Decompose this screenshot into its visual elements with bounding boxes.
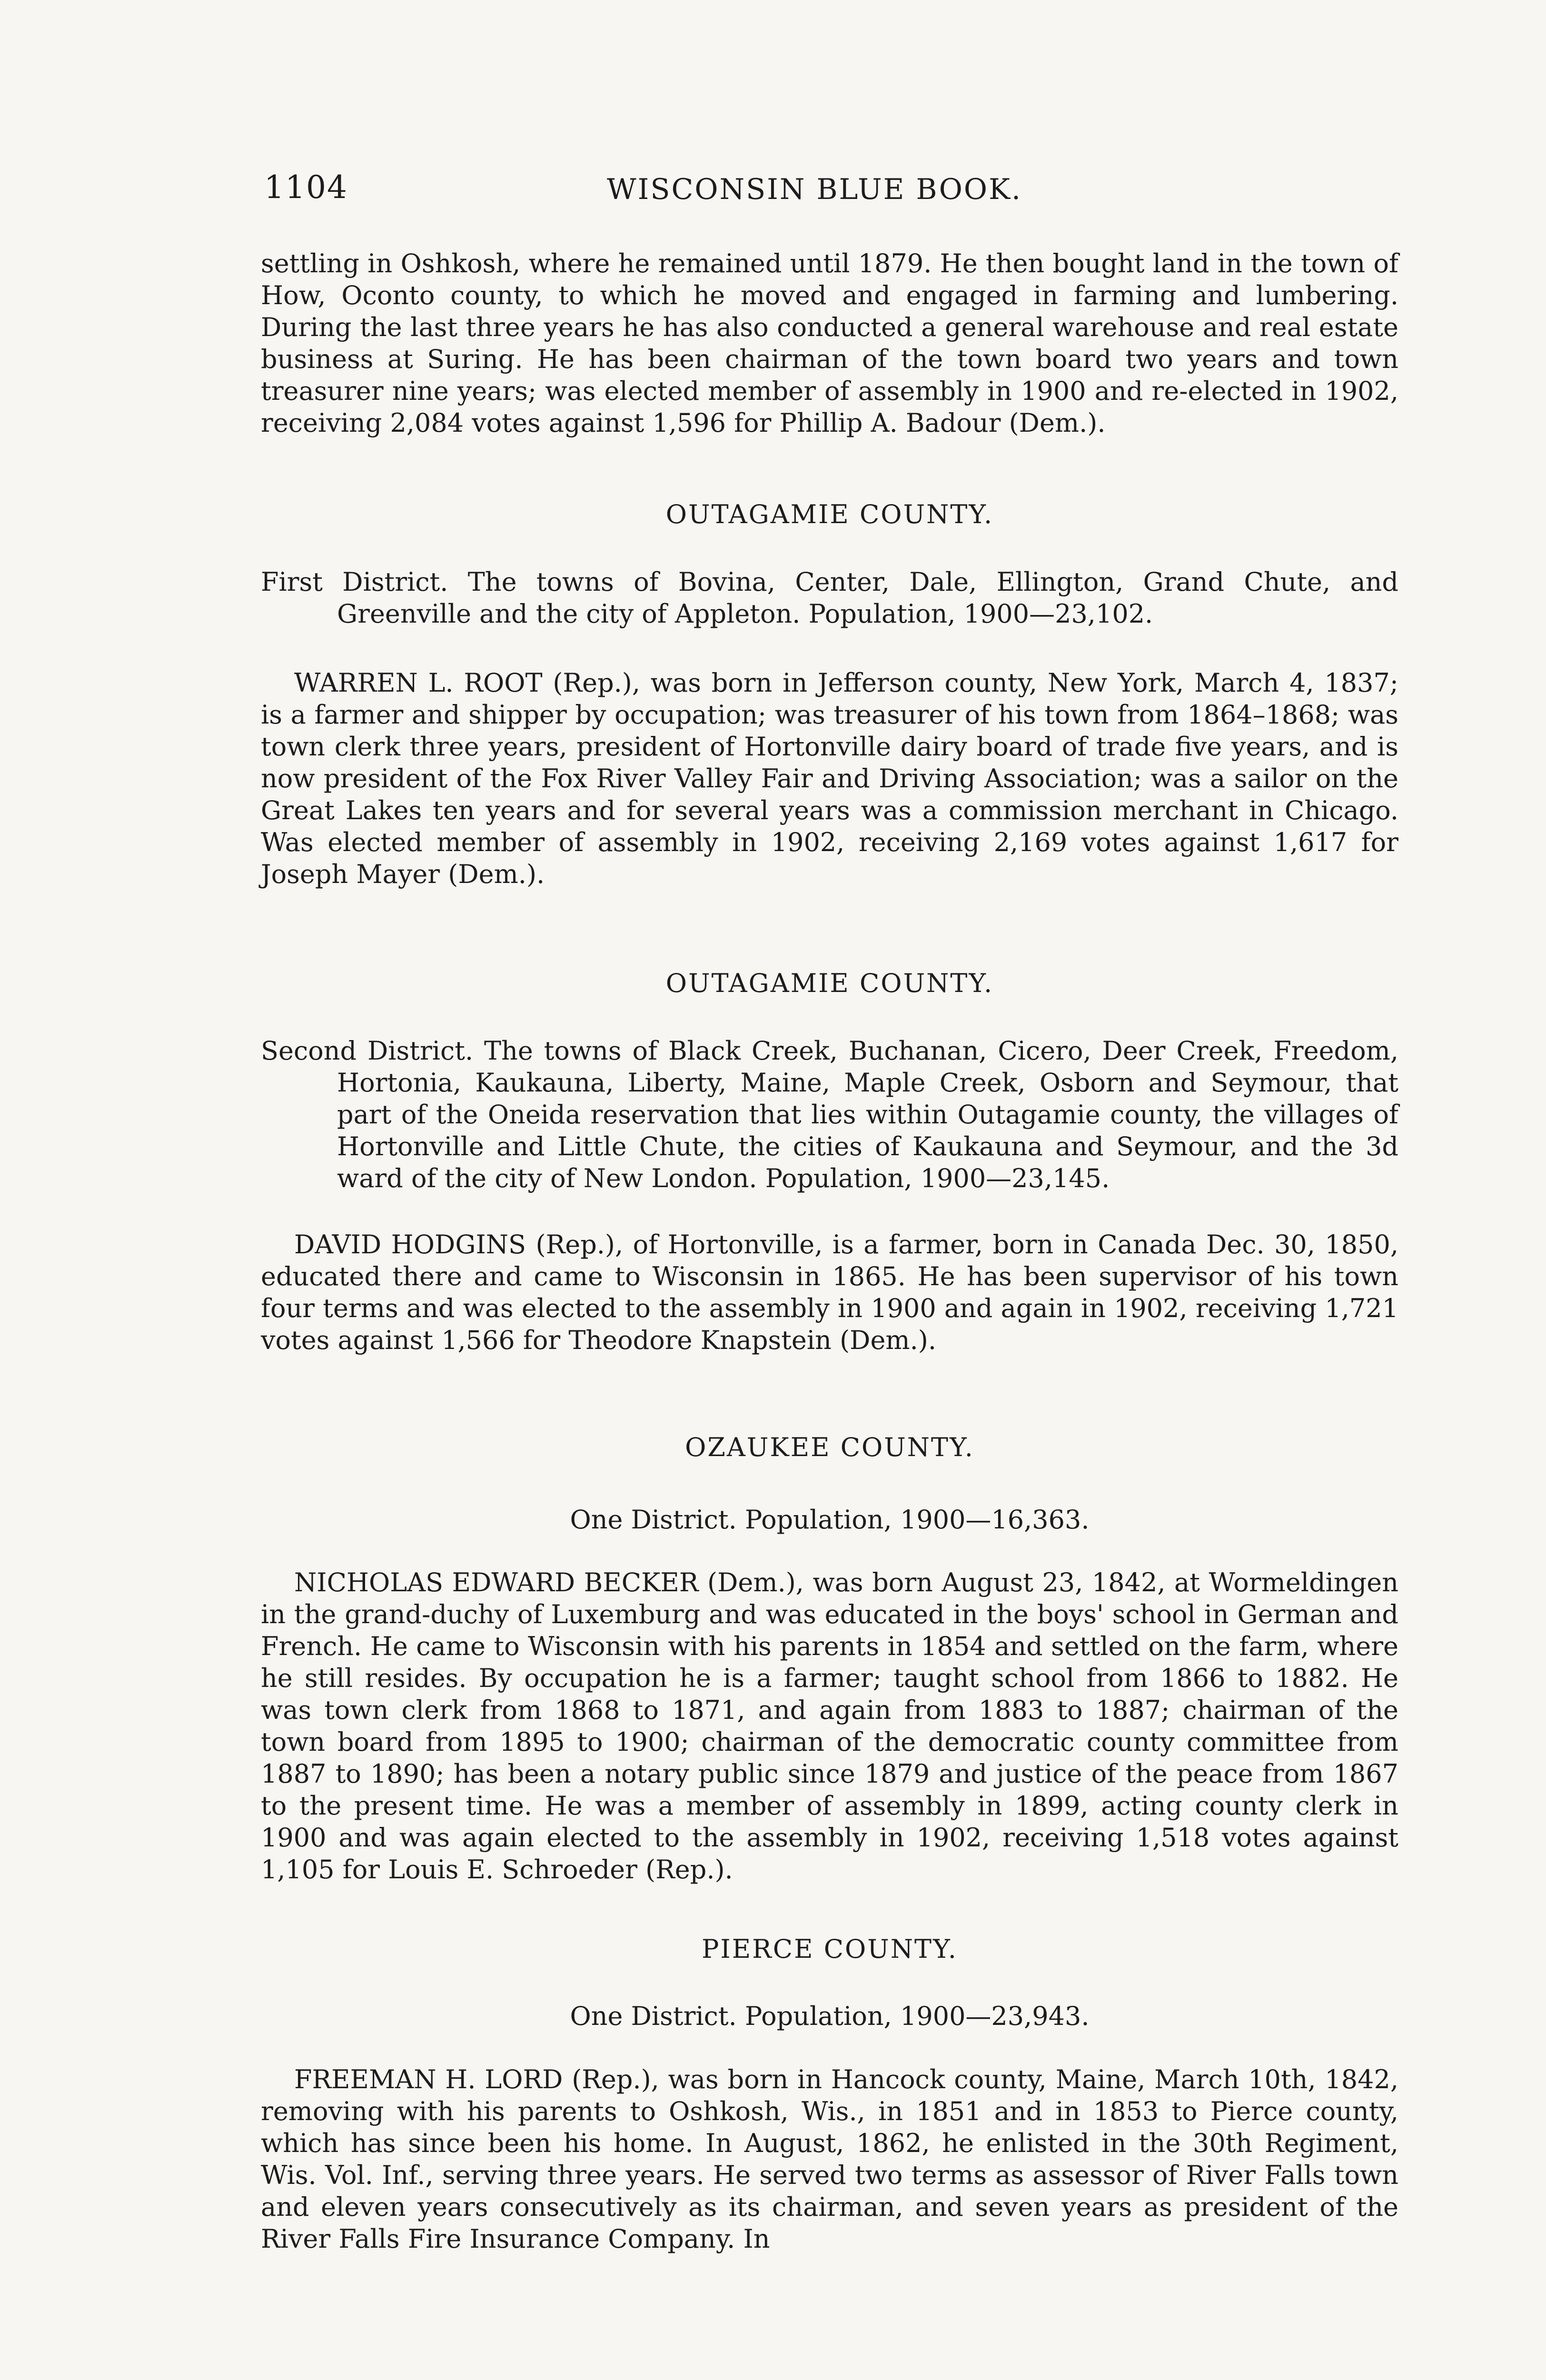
county-heading-outagamie-2: OUTAGAMIE COUNTY. — [665, 968, 994, 998]
continuation-paragraph: settling in Oshkosh, where he remained until 1879. He then bought land in the town of How, Oconto county, to which he moved and engaged in farming and lumbering. During the last three years he has also conducted a general warehouse and real estate business at Suring. He has been chairman of the town board two years and town treasurer nine years; was elected member of assembly in 1900 and re-elected in 1902, receiving 2,084 votes against 1,596 for Phillip A. Badour (Dem.). — [261, 248, 1398, 438]
county-heading-ozaukee: OZAUKEE COUNTY. — [685, 1432, 974, 1462]
biography-hodgins: DAVID HODGINS (Rep.), of Hortonville, is a farmer, born in Canada Dec. 30, 1850, educated there and came to Wisconsin in 1865. He has been supervisor of his town four terms and was elected to the assembly in 1900 and again in 1902, receiving 1,721 votes against 1,566 for Theodore Knapstein (Dem.). — [261, 1230, 1398, 1355]
page-number: 1104 — [264, 169, 348, 206]
district-description-pierce: One District. Population, 1900—23,943. — [570, 2001, 1090, 2031]
district-description-ozaukee: One District. Population, 1900—16,363. — [570, 1505, 1090, 1535]
biography-lord: FREEMAN H. LORD (Rep.), was born in Hancock county, Maine, March 10th, 1842, removing with his parents to Oshkosh, Wis., in 1851 and in 1853 to Pierce county, which has since been his home. In August, 1862, he enlisted in the 30th Regiment, Wis. Vol. Inf., serving three years. He served two terms as assessor of River Falls town and eleven years consecutively as its chairman, and seven years as president of the River Falls Fire Insurance Company. In — [261, 2064, 1398, 2254]
running-title: WISCONSIN BLUE BOOK. — [607, 173, 1022, 206]
county-heading-pierce: PIERCE COUNTY. — [702, 1934, 958, 1964]
district-description-outagamie-1: First District. The towns of Bovina, Center, Dale, Ellington, Grand Chute, and Greenville and the city of Appleton. Population, 1900—23,102. — [261, 567, 1398, 629]
district-description-outagamie-2: Second District. The towns of Black Creek, Buchanan, Cicero, Deer Creek, Freedom, Hortonia, Kaukauna, Liberty, Maine, Maple Creek, Osborn and Seymour, that part of the Oneida reservation that lies within Outagamie county, the villages of Hortonville and Little Chute, the cities of Kaukauna and Seymour, and the 3d ward of the city of New London. Population, 1900—23,145. — [261, 1036, 1398, 1193]
county-heading-outagamie-1: OUTAGAMIE COUNTY. — [665, 499, 994, 529]
page-header — [264, 169, 1397, 217]
page-body — [261, 248, 1398, 2255]
biography-becker: NICHOLAS EDWARD BECKER (Dem.), was born August 23, 1842, at Wormeldingen in the grand-duchy of Luxemburg and was educated in the boys' school in German and French. He came to Wisconsin with his parents in 1854 and settled on the farm, where he still resides. By occupation he is a farmer; taught school from 1866 to 1882. He was town clerk from 1868 to 1871, and again from 1883 to 1887; chairman of the town board from 1895 to 1900; chairman of the democratic county committee from 1887 to 1890; has been a notary public since 1879 and justice of the peace from 1867 to the present time. He was a member of assembly in 1899, acting county clerk in 1900 and was again elected to the assembly in 1902, receiving 1,518 votes against 1,105 for Louis E. Schroeder (Rep.). — [261, 1567, 1398, 1884]
biography-root: WARREN L. ROOT (Rep.), was born in Jefferson county, New York, March 4, 1837; is a farmer and shipper by occupation; was treasurer of his town from 1864–1868; was town clerk three years, president of Hortonville dairy board of trade five years, and is now president of the Fox River Valley Fair and Driving Association; was a sailor on the Great Lakes ten years and for several years was a commission merchant in Chicago. Was elected member of assembly in 1902, receiving 2,169 votes against 1,617 for Joseph Mayer (Dem.). — [261, 668, 1398, 889]
